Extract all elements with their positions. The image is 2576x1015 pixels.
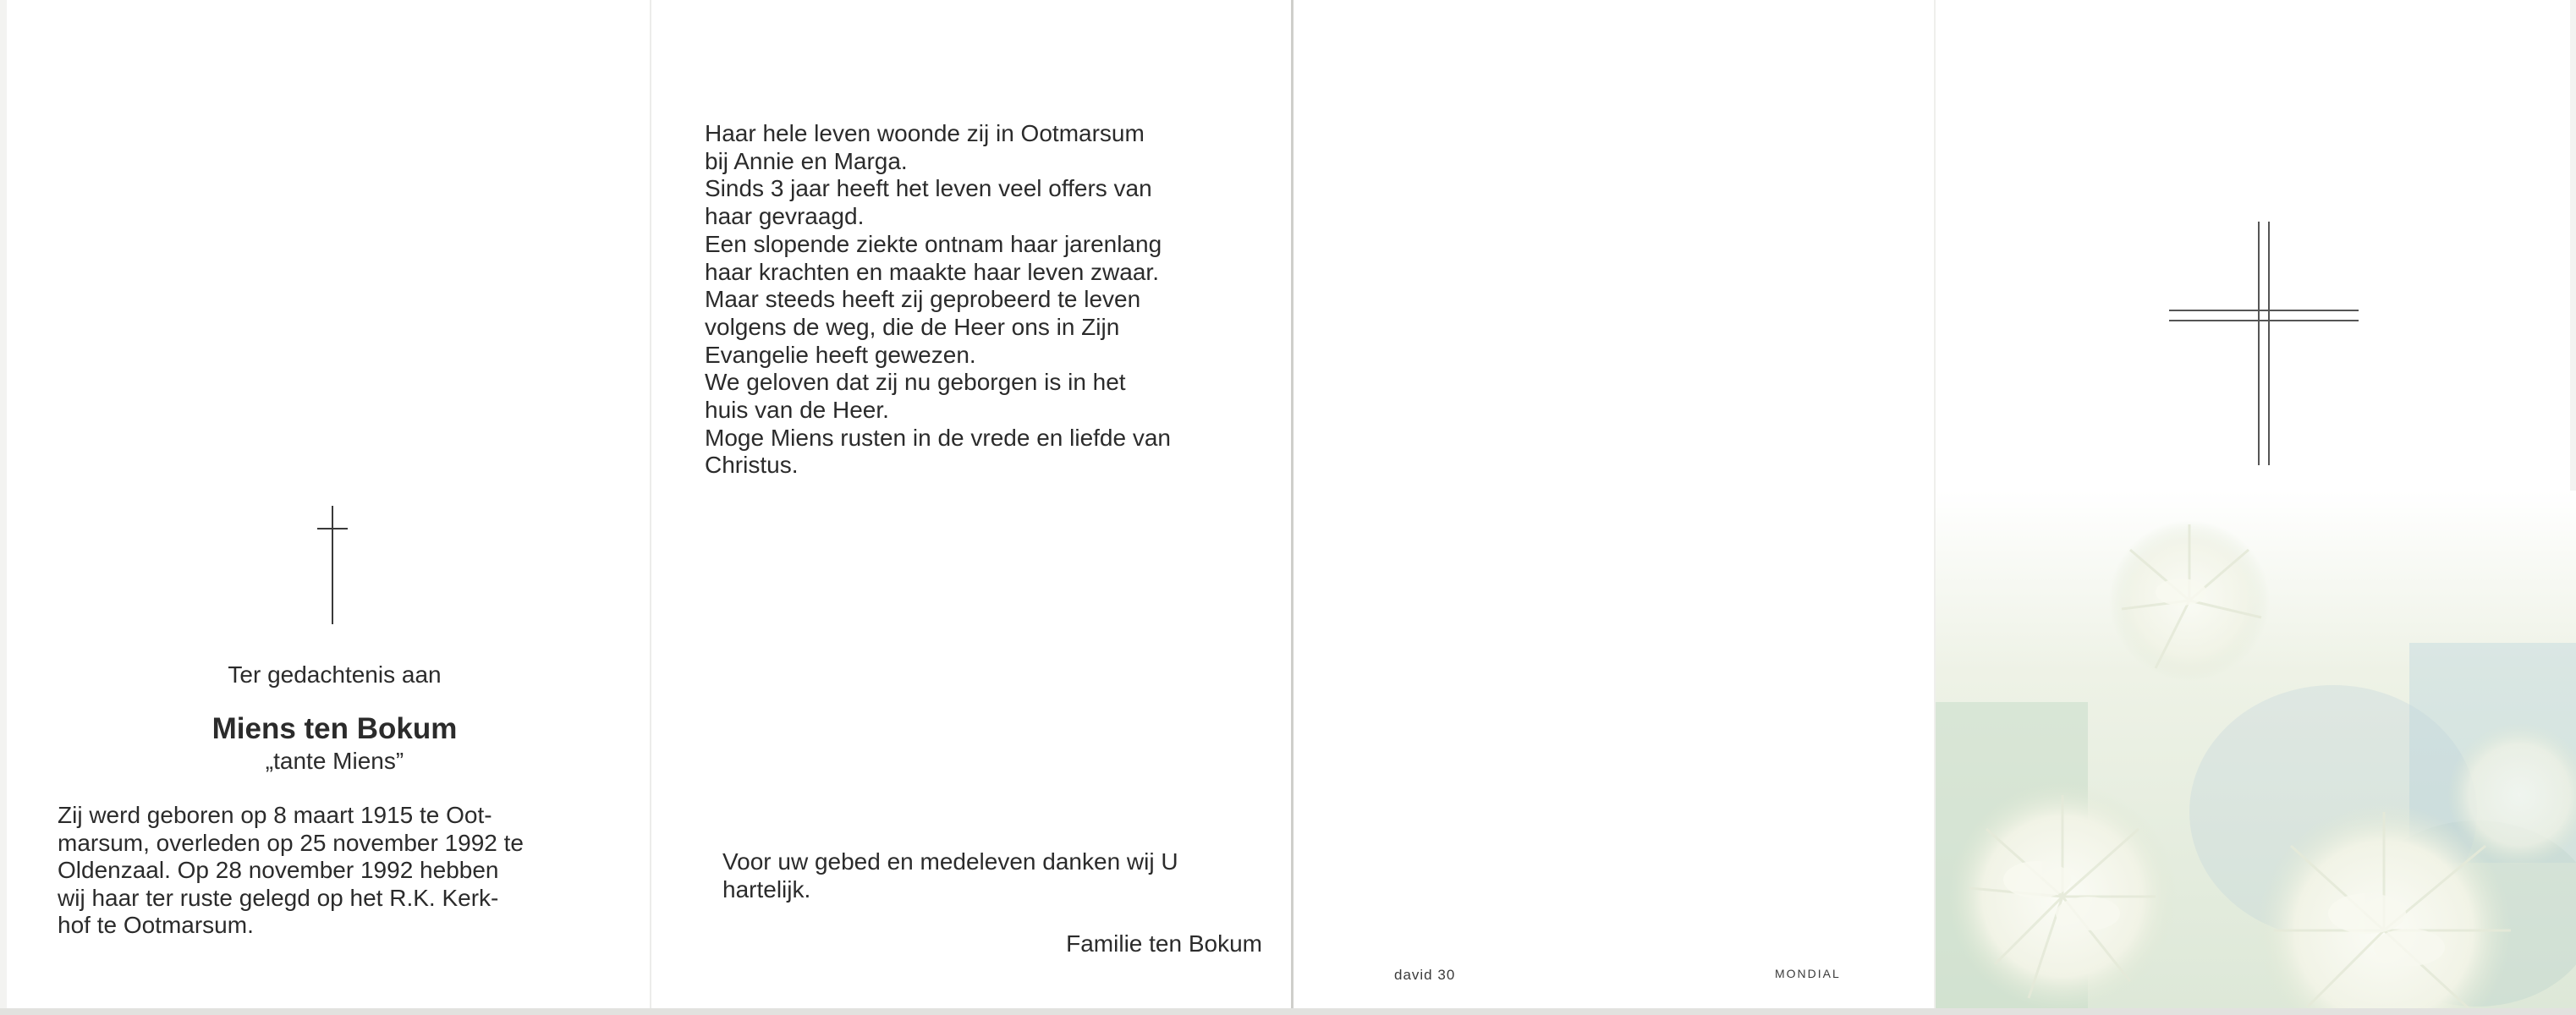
memorial-line: We geloven dat zij nu geborgen is in het <box>705 369 1126 396</box>
print-code: david 30 <box>1394 967 1456 983</box>
memorial-line: haar gevraagd. <box>705 203 865 230</box>
biography-line: marsum, overleden op 25 november 1992 te <box>58 829 524 856</box>
thanks-line: hartelijk. <box>722 876 811 903</box>
deceased-name: Miens ten Bokum <box>211 712 458 745</box>
memorial-line: Moge Miens rusten in de vrede en liefde van <box>705 424 1171 451</box>
memorial-text <box>705 120 1242 480</box>
memorial-line: huis van de Heer. <box>705 397 889 424</box>
biography-line: wij haar ter ruste gelegd op het R.K. Kerk- <box>58 884 499 911</box>
double-line-cross-icon <box>2169 222 2359 465</box>
cross-icon <box>317 506 348 624</box>
memorial-line: bij Annie en Marga. <box>705 147 908 174</box>
memorial-line: Sinds 3 jaar heeft het leven veel offers van <box>705 175 1152 202</box>
memorial-line: Haar hele leven woonde zij in Ootmarsum <box>705 120 1145 146</box>
fold-line <box>1934 0 1936 1008</box>
scan-edge <box>0 1008 2576 1015</box>
cover-panel <box>1936 0 2576 1008</box>
family-signature: Familie ten Bokum <box>1066 930 1262 957</box>
deceased-nickname: „tante Miens” <box>265 748 404 774</box>
memorial-line: volgens de weg, die de Heer ons in Zijn <box>705 313 1120 340</box>
thanks-line: Voor uw gebed en medeleven danken wij U <box>722 848 1178 875</box>
memorial-line: Evangelie heeft gewezen. <box>705 341 976 368</box>
biography <box>58 802 607 940</box>
back-panel <box>1293 0 1936 1008</box>
memorial-card <box>7 0 2570 1008</box>
biography-line: Oldenzaal. Op 28 november 1992 hebben <box>58 857 499 883</box>
memorial-line: Een slopende ziekte ontnam haar jarenlang <box>705 230 1162 257</box>
memorial-line: haar krachten en maakte haar leven zwaar. <box>705 258 1159 285</box>
thanks-text <box>722 848 1264 903</box>
biography-line: hof te Ootmarsum. <box>58 912 254 938</box>
biography-line: Zij werd geboren op 8 maart 1915 te Oot- <box>58 802 492 828</box>
front-inner-panel <box>7 0 650 1008</box>
chrysanthemum-illustration <box>1936 491 2576 1008</box>
center-fold-line <box>1291 0 1293 1008</box>
fold-line <box>650 0 651 1008</box>
dedication-text: Ter gedachtenis aan <box>228 661 442 688</box>
inner-text-panel <box>650 0 1293 1008</box>
memorial-line: Christus. <box>705 452 799 479</box>
memorial-line: Maar steeds heeft zij geprobeerd te leven <box>705 286 1141 313</box>
printer-mark: MONDIAL <box>1775 967 1841 980</box>
